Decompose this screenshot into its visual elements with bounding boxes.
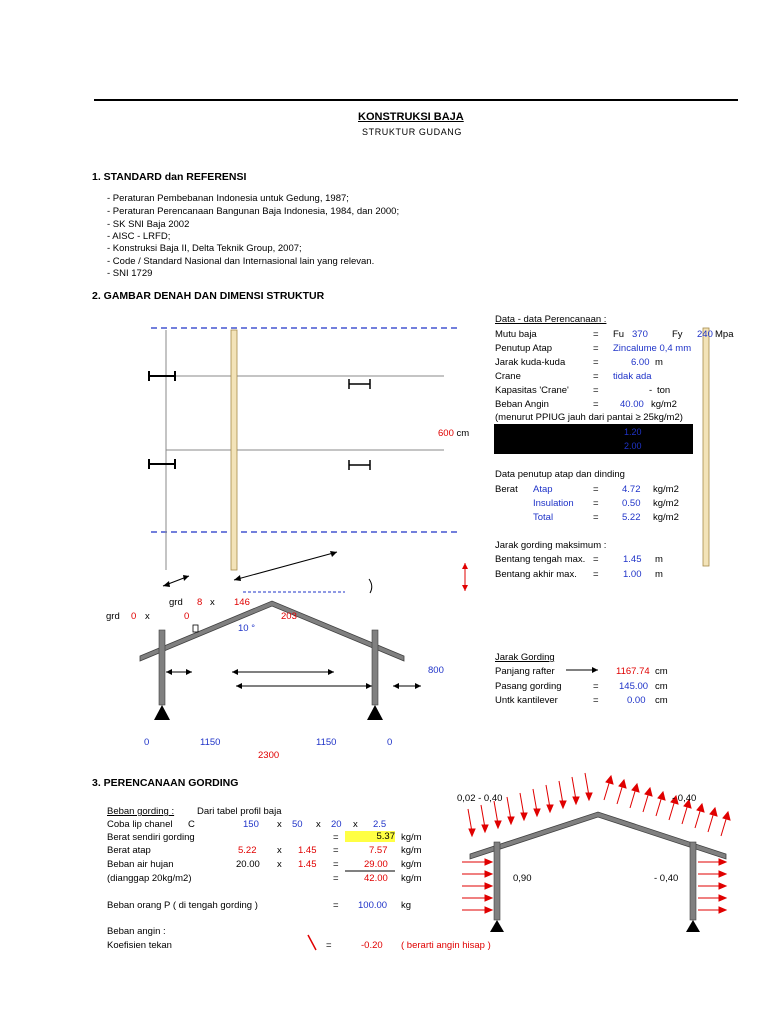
load-row-label: Beban air hujan [107,859,174,870]
frame-right-val: 800 [428,665,444,676]
koef-note: ( berarti angin hisap ) [401,940,491,951]
data-bar [703,328,709,566]
data-label: Mutu baja [495,329,537,340]
curve-mark [369,579,372,593]
reference-item: - AISC - LRFD; [107,231,171,242]
plan-post [231,330,237,570]
roof-angle: 10 ° [238,623,256,634]
load-row-label: Berat atap [107,845,151,856]
reference-item: - Peraturan Pembebanan Indonesia untuk Gedung, 1987; [107,193,349,204]
dim-0-left: 0 [144,737,150,748]
koef-value: -0.20 [361,940,383,951]
wind-right-wall: - 0,40 [654,873,679,884]
dim-1150-left: 1150 [200,737,221,748]
wind-frame [470,812,726,932]
section-3-heading: 3. PERENCANAAN GORDING [92,777,239,789]
cover-title: Data penutup atap dan dinding [495,469,625,480]
beban-title: Beban gording : [107,806,175,817]
grd-top-b: 146 [234,597,250,608]
koef-label: Koefisien tekan [107,940,172,951]
grd-val-b: 0 [184,611,190,622]
orang-value: 100.00 [358,900,388,911]
fy-value: 240 [697,329,713,340]
plan-span: 600 cm [438,428,470,439]
reference-item: - Konstruksi Baja II, Delta Teknik Group, 2007; [107,243,302,254]
grd-val-a: 0 [131,611,137,622]
portal-frame [140,601,404,720]
grd-top-x: x [210,597,215,608]
wind-left-top: 0,02 - 0,40 [457,793,503,804]
data-blackbox: 1.20 2.00 [494,424,693,454]
dim-1150-right: 1150 [316,737,337,748]
dim-0-right: 0 [387,737,393,748]
data-label: Beban Angin [495,399,549,410]
section-2-heading: 2. GAMBAR DENAH DAN DIMENSI STRUKTUR [92,290,325,302]
purlin-title: Jarak Gording [495,652,555,663]
i-section-icon [149,459,175,469]
i-section-icon [349,379,370,389]
selfweight-value: 5.37 [345,831,395,842]
reference-item: - SNI 1729 [107,268,153,279]
grd-label-left: grd [106,611,120,622]
reference-item: - SK SNI Baja 2002 [107,219,190,230]
purlin-max-title: Jarak gording maksimum : [495,540,607,551]
i-section-icon [349,460,370,470]
load-row-label: (dianggap 20kg/m2) [107,873,192,884]
reference-item: - Peraturan Perencanaan Bangunan Baja Indonesia, 1984, dan 2000; [107,206,400,217]
grd-top-a: 8 [197,597,203,608]
red-slash [308,935,316,950]
orang-label: Beban orang P ( di tengah gording ) [107,900,258,911]
frame-val-203: 203 [281,611,297,622]
load-row-label: Berat sendiri gording [107,832,195,843]
wind-left-wall: 0,90 [513,873,532,884]
data-title: Data - data Perencanaan : [495,314,607,325]
dim-total: 2300 [258,750,280,761]
fu-value: 370 [632,329,648,340]
data-label: Crane [495,371,521,382]
wind-note: (menurut PPIUG jauh dari pantai ≥ 25kg/m2) [495,412,683,423]
reference-item: - Code / Standard Nasional dan Internasional lain yang relevan. [107,256,375,267]
data-label: Kapasitas 'Crane' [495,385,569,396]
grd-label-top: grd [169,597,183,608]
section-1-heading: 1. STANDARD dan REFERENSI [92,171,247,183]
wind-right-top: - 0,40 [672,793,697,804]
page-subtitle: STRUKTUR GUDANG [362,127,463,137]
page-title: KONSTRUKSI BAJA [358,111,464,123]
grd-x: x [145,611,150,622]
arrow-line [234,552,337,580]
data-label: Jarak kuda-kuda [495,357,566,368]
data-label: Penutup Atap [495,343,553,354]
i-section-icon [149,371,175,381]
angin-title: Beban angin : [107,926,166,937]
coba-label: Coba lip chanel [107,819,173,830]
beban-src: Dari tabel profil baja [197,806,282,817]
